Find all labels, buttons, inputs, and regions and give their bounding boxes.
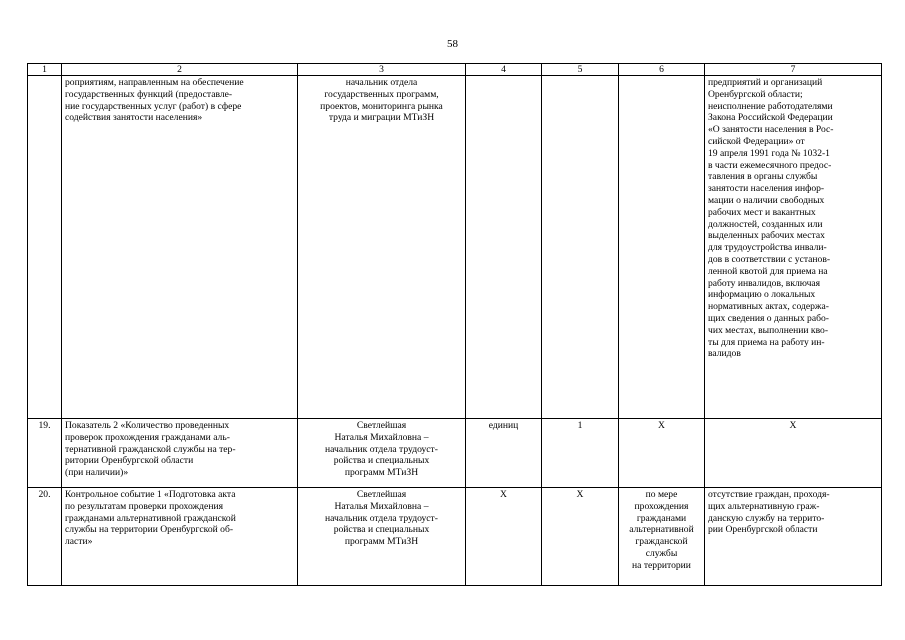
deadline-cell (619, 76, 705, 419)
header-col-4: 4 (466, 64, 542, 76)
deadline-cell: по мере прохождения гражданами альтернативной гражданской службы на территории (619, 488, 705, 586)
responsible-person: Светлейшая Наталья Михайловна – начальник отдела трудоуст- ройства и специальных программ МТиЗН (298, 419, 466, 488)
value-cell: Х (542, 488, 619, 586)
responsible-person: начальник отдела государственных программ, проектов, мониторинга рынка труда и миграции МТиЗН (298, 76, 466, 419)
table-header-row (28, 64, 882, 76)
deadline-cell: Х (619, 419, 705, 488)
unit-cell: Х (466, 488, 542, 586)
header-col-1: 1 (28, 64, 62, 76)
unit-cell (466, 76, 542, 419)
header-col-6: 6 (619, 64, 705, 76)
page-number: 58 (447, 38, 458, 50)
row-number: 19. (28, 419, 62, 488)
event-description: Контрольное событие 1 «Подготовка акта по результатам проверки прохождения гражданами альтернативной гражданской службы на территории Оренбургской об- ласти» (62, 488, 298, 586)
header-col-7: 7 (705, 64, 882, 76)
risk-description: предприятий и организаций Оренбургской области; неисполнение работодателями Закона Российской Федерации «О занятости населения в Рос- сийской Федерации» от 19 апреля 1991 года № 1032-1 в части ежемесячного предос- тавления в органы службы занятости населения инфор- мации о наличии свободных рабочих мест и вакантных должностей, созданных или выделенных рабочих местах для трудоустройства инвали- дов в соответствии с установ- ленной квотой для приема на работу инвалидов, включая информацию о локальных нормативных актах, содержа- щих сведения о данных рабо- чих местах, выполнении кво- ты для приема на работу ин- валидов (705, 76, 882, 419)
header-col-2: 2 (62, 64, 298, 76)
table-row (28, 488, 882, 586)
row-number (28, 76, 62, 419)
value-cell: 1 (542, 419, 619, 488)
value-cell (542, 76, 619, 419)
table-row (28, 76, 882, 419)
event-description: Показатель 2 «Количество проведенных проверок прохождения гражданами аль- тернативной гражданской службы на тер- ритории Оренбургской области (при наличии)» (62, 419, 298, 488)
responsible-person: Светлейшая Наталья Михайловна – начальник отдела трудоуст- ройства и специальных программ МТиЗН (298, 488, 466, 586)
table-row (28, 419, 882, 488)
unit-cell: единиц (466, 419, 542, 488)
plan-table (27, 63, 882, 586)
row-number: 20. (28, 488, 62, 586)
header-col-5: 5 (542, 64, 619, 76)
risk-description: отсутствие граждан, проходя- щих альтернативную граж- данскую службу на террито- рии Оренбургской области (705, 488, 882, 586)
event-description: роприятиям, направленным на обеспечение государственных функций (предоставле- ние государственных услуг (работ) в сфере содействия занятости населения» (62, 76, 298, 419)
header-col-3: 3 (298, 64, 466, 76)
risk-description: Х (705, 419, 882, 488)
